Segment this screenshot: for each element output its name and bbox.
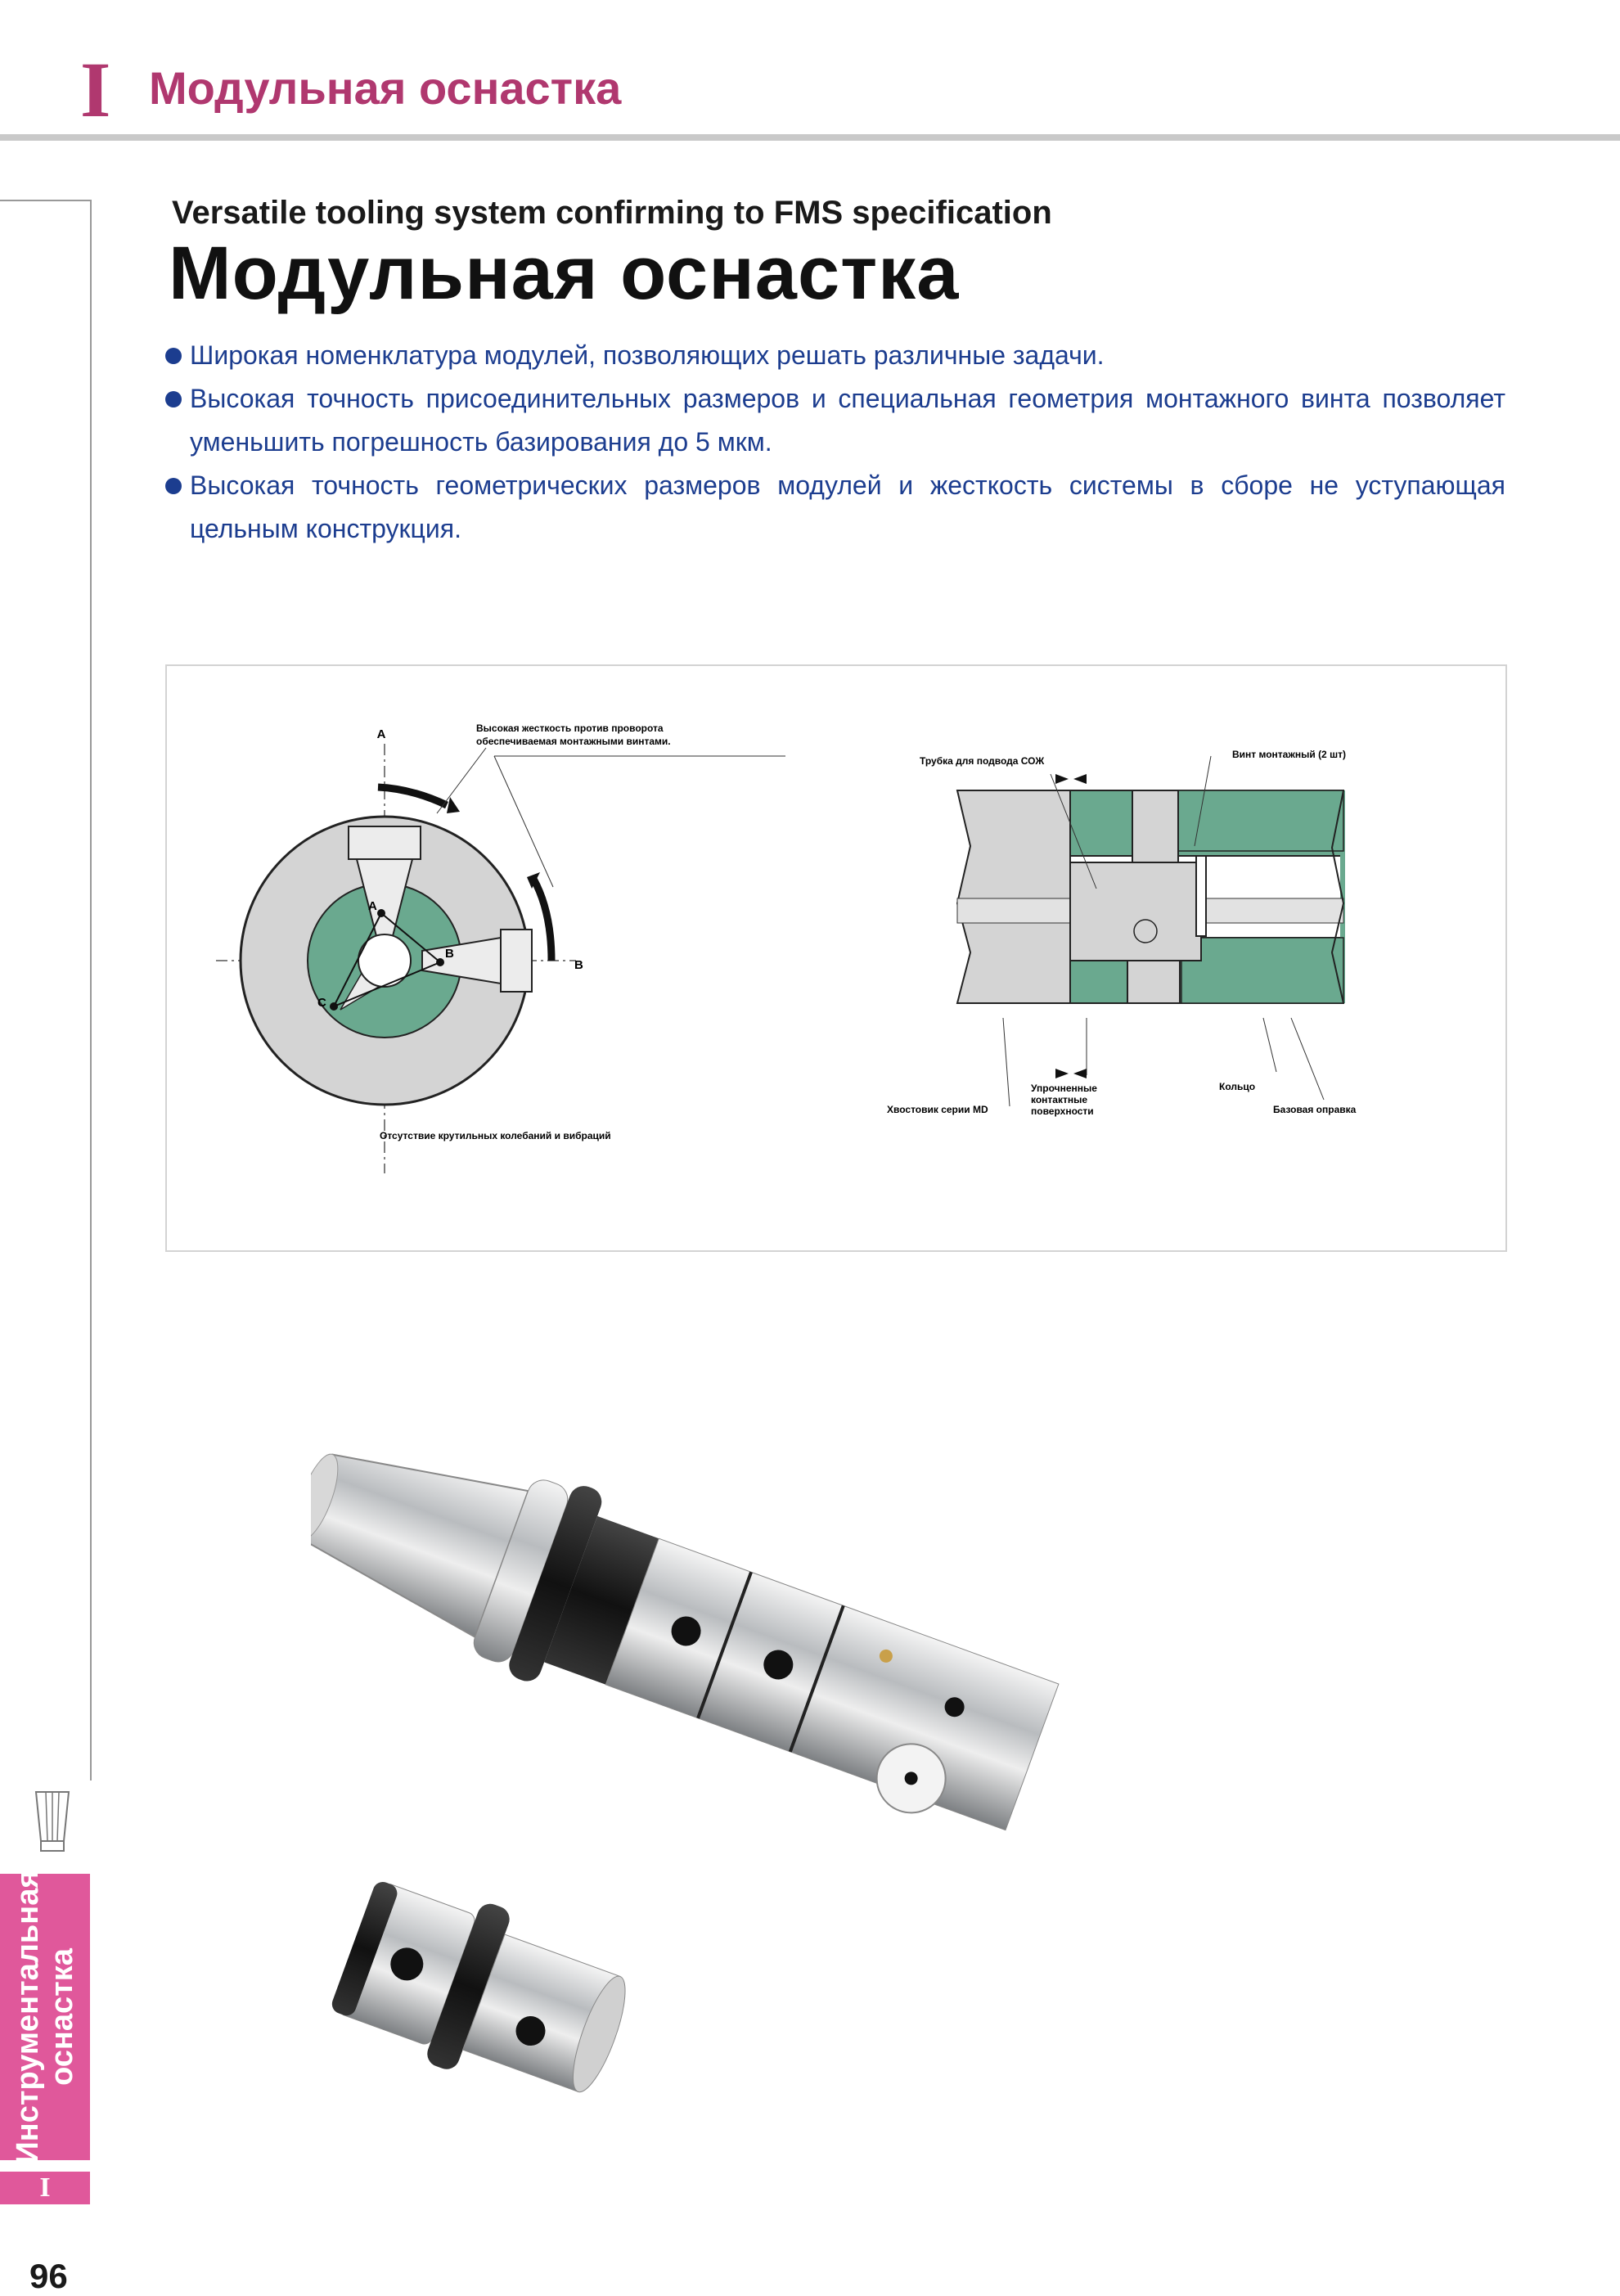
stiffness-note-line2: обеспечиваемая монтажными винтами. <box>476 736 671 747</box>
diagram-svg <box>167 666 1505 1250</box>
label-b-right: B <box>574 958 583 972</box>
base-holder-label: Базовая оправка <box>1273 1104 1357 1115</box>
list-item-text: Высокая точность присоединительных размеров и специальная геометрия монтажного винта позволяет уменьшить погрешность базирования до 5 мкм. <box>190 384 1505 457</box>
list-item-text: Высокая точность геометрических размеров модулей и жесткость системы в сборе не уступающая цельным конструкция. <box>190 470 1505 543</box>
label-c-inner: C <box>317 996 326 1010</box>
section-roman-numeral: I <box>80 46 111 133</box>
list-item <box>164 464 1505 551</box>
section-tab-roman: I <box>0 2172 90 2204</box>
section-title: Модульная оснастка <box>149 62 622 114</box>
collet-icon <box>28 1784 77 1857</box>
page-subtitle: Versatile tooling system confirming to FMS specification <box>172 195 1052 231</box>
product-photo <box>311 1391 1407 2111</box>
torsion-diagram <box>216 723 785 1173</box>
technical-diagram-panel <box>165 664 1507 1252</box>
section-tab[interactable] <box>0 1870 90 2164</box>
page-header <box>0 0 1620 147</box>
stiffness-note-line1: Высокая жесткость против проворота <box>476 723 664 734</box>
list-item-text: Широкая номенклатура модулей, позволяющих решать различные задачи. <box>190 340 1105 370</box>
bullet-icon <box>165 478 182 494</box>
feature-list <box>164 334 1505 551</box>
section-tab-label <box>11 1870 79 2163</box>
assembly-section-diagram <box>887 749 1357 1117</box>
list-item <box>164 334 1505 377</box>
list-item <box>164 377 1505 464</box>
label-b-inner: B <box>445 947 454 961</box>
tool-holder-illustration <box>311 1391 1407 2111</box>
coolant-tube-label: Трубка для подвода СОЖ <box>920 755 1045 767</box>
page-title: Модульная оснастка <box>169 232 960 315</box>
page-number: 96 <box>29 2257 68 2295</box>
section-tab-label-line1: Инструментальная <box>11 1870 45 2164</box>
side-frame-line <box>0 200 92 1781</box>
hardened-label-line3: поверхности <box>1031 1105 1094 1117</box>
section-tab-label-line2: оснастка <box>45 1948 79 2086</box>
hardened-label-line1: Упрочненные <box>1031 1083 1097 1094</box>
label-a-top: A <box>376 727 386 741</box>
bullet-icon <box>165 391 182 407</box>
hardened-label-line2: контактные <box>1031 1094 1088 1105</box>
header-divider <box>0 134 1620 141</box>
ring-label: Кольцо <box>1219 1081 1256 1092</box>
md-shank-label: Хвостовик серии MD <box>887 1104 988 1115</box>
vibration-caption: Отсутствие крутильных колебаний и вибраций <box>380 1130 611 1141</box>
bullet-icon <box>165 348 182 364</box>
label-a-inner: A <box>368 899 377 913</box>
mount-screw-label: Винт монтажный (2 шт) <box>1232 749 1346 760</box>
